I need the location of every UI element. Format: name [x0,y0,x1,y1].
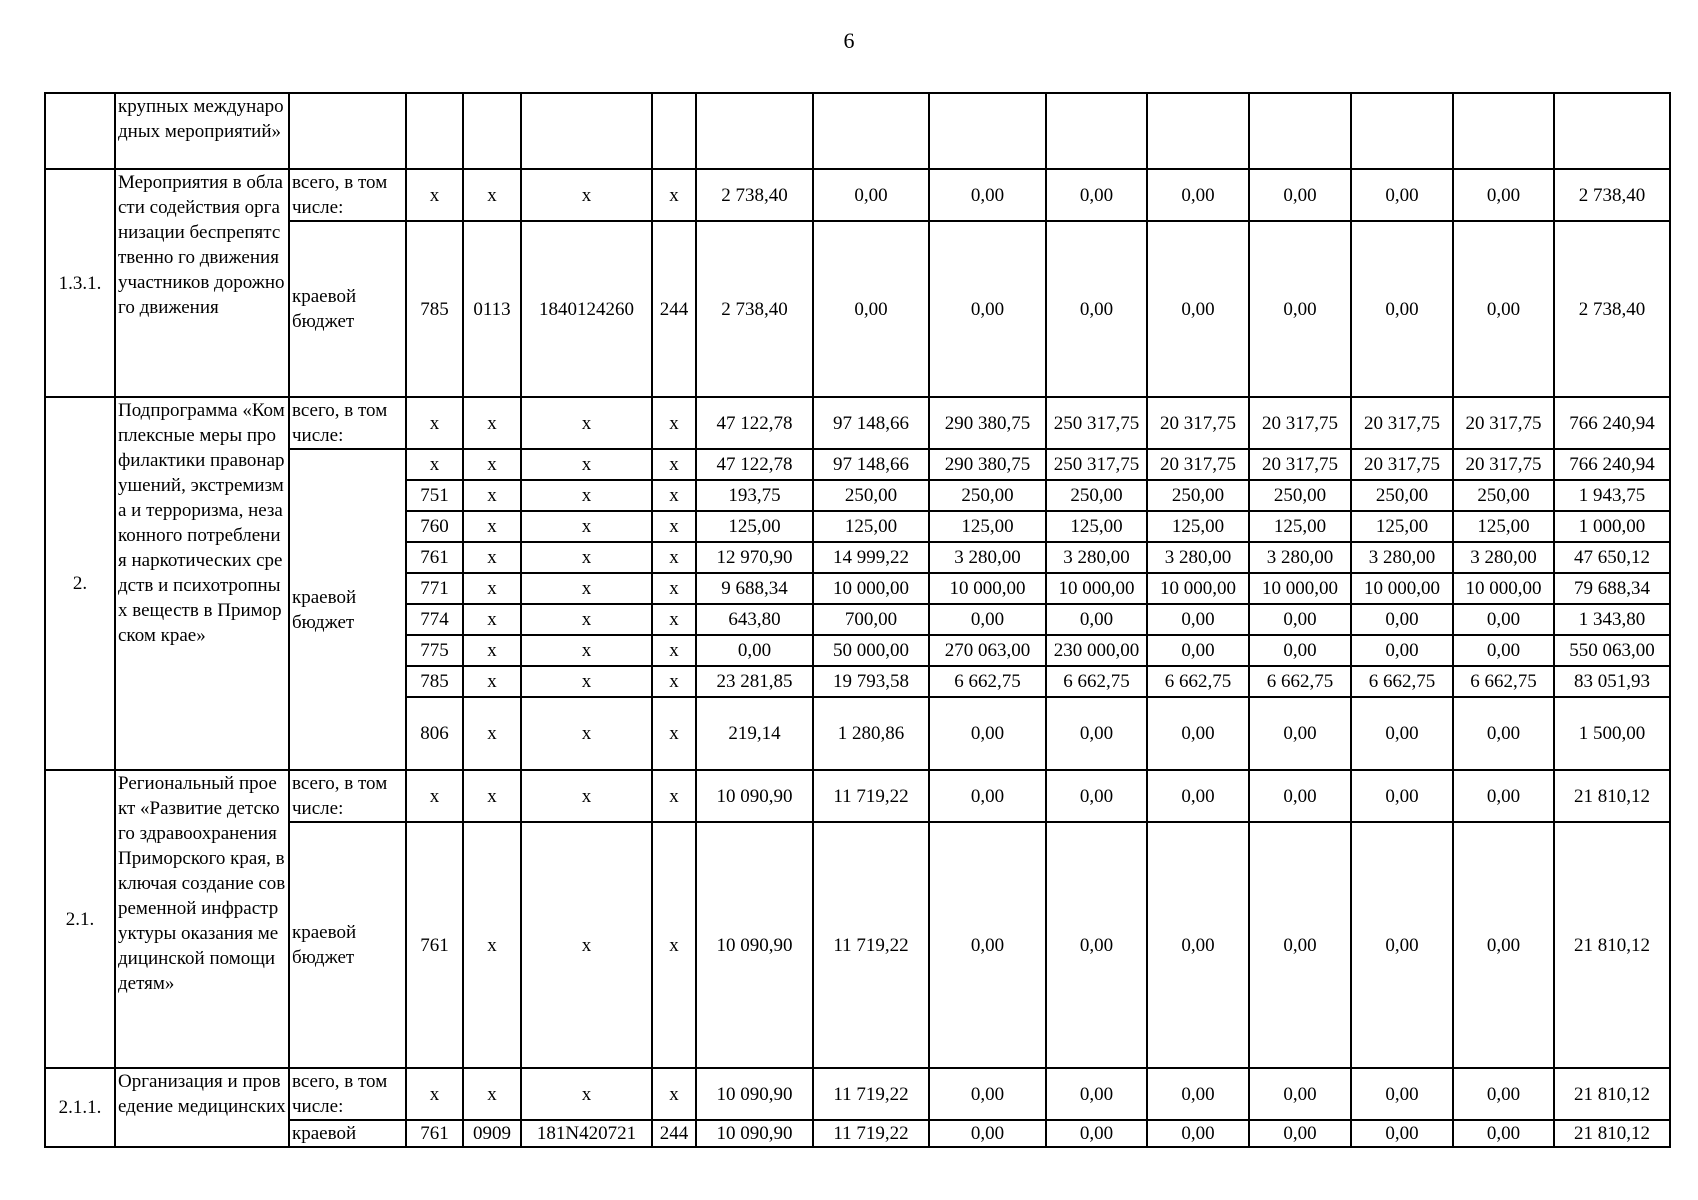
table-cell: 0,00 [929,221,1046,397]
table-cell: 10 090,90 [696,1120,813,1147]
table-row [45,449,1670,480]
table-cell: 0,00 [1249,604,1351,635]
table-cell: 50 000,00 [813,635,929,666]
table-cell: 270 063,00 [929,635,1046,666]
page-number: 6 [843,28,855,53]
table-cell: 0,00 [929,822,1046,1068]
table-cell: 0,00 [1147,1068,1249,1120]
table-cell: x [521,480,652,511]
table-cell: x [652,480,696,511]
table-cell: 0,00 [1249,169,1351,221]
table-cell: 0,00 [929,770,1046,822]
table-cell: 0,00 [1351,604,1453,635]
table-cell: 0,00 [929,169,1046,221]
table-cell: 3 280,00 [1351,542,1453,573]
table-cell: 250,00 [1046,480,1147,511]
table-cell: 0,00 [1351,770,1453,822]
table-cell: 0,00 [813,169,929,221]
table-cell: 0,00 [1351,635,1453,666]
table-cell: x [652,169,696,221]
table-cell: 0909 [463,1120,521,1147]
table-cell: 193,75 [696,480,813,511]
table-cell: 0,00 [696,635,813,666]
table-cell: x [463,604,521,635]
table-cell: 761 [406,822,463,1068]
table-cell: 125,00 [813,511,929,542]
table-cell: 20 317,75 [1351,397,1453,449]
funding-source: краевой бюджет [289,449,406,770]
table-cell: x [652,542,696,573]
table-cell: 0,00 [1249,770,1351,822]
table-cell: x [521,169,652,221]
table-cell: 0,00 [1046,1068,1147,1120]
table-cell: x [521,770,652,822]
table-cell: 1 943,75 [1554,480,1670,511]
table-cell: 97 148,66 [813,449,929,480]
table-cell: x [652,666,696,697]
table-cell: 6 662,75 [929,666,1046,697]
table-cell: 12 970,90 [696,542,813,573]
table-cell: 20 317,75 [1249,449,1351,480]
table-cell: 21 810,12 [1554,770,1670,822]
item-name: крупных международных мероприятий» [115,93,289,169]
table-cell: 0,00 [1249,697,1351,770]
table-row [45,93,1670,169]
table-cell: x [521,573,652,604]
table-cell: 766 240,94 [1554,449,1670,480]
table-cell: 21 810,12 [1554,1068,1670,1120]
table-cell: 1 000,00 [1554,511,1670,542]
table-cell: 0,00 [1147,604,1249,635]
table-cell: 0,00 [1453,697,1554,770]
table-cell: 97 148,66 [813,397,929,449]
table-cell: 0,00 [1351,822,1453,1068]
table-cell: 10 000,00 [1249,573,1351,604]
table-cell: 0,00 [1453,604,1554,635]
table-cell: x [463,770,521,822]
table-cell: 2 738,40 [696,169,813,221]
item-name: Региональный проект «Развитие детского здравоохранения Приморского края, включая создание современной инфраструктуры оказания медицинской помощи детям» [115,770,289,1068]
table-cell: 125,00 [1147,511,1249,542]
table-cell [1453,93,1554,169]
table-cell: 550 063,00 [1554,635,1670,666]
table-cell: x [463,480,521,511]
table-cell: x [652,604,696,635]
table-row [45,221,1670,397]
table-cell: 83 051,93 [1554,666,1670,697]
table-cell: 3 280,00 [1249,542,1351,573]
table-cell: 125,00 [929,511,1046,542]
table-cell: 761 [406,542,463,573]
table-cell: 0,00 [1249,822,1351,1068]
table-cell: 250,00 [813,480,929,511]
table-cell: x [406,770,463,822]
table-cell: x [652,697,696,770]
table-cell: 10 090,90 [696,822,813,1068]
table-cell: 1 280,86 [813,697,929,770]
table-cell: x [463,573,521,604]
table-cell: 47 122,78 [696,449,813,480]
table-cell [1351,93,1453,169]
table-cell: 0,00 [1453,1120,1554,1147]
table-cell: 0,00 [929,1120,1046,1147]
table-cell: 0,00 [929,697,1046,770]
table-cell: x [521,604,652,635]
table-cell: 0,00 [1147,770,1249,822]
table-cell [463,93,521,169]
table-cell: 20 317,75 [1147,449,1249,480]
table-cell: 250,00 [1249,480,1351,511]
table-cell [521,93,652,169]
table-cell: 0,00 [1147,221,1249,397]
table-cell: 10 000,00 [813,573,929,604]
table-cell: 2 738,40 [696,221,813,397]
table-cell: 643,80 [696,604,813,635]
funding-source: краевой [289,1120,406,1147]
table-row [45,397,1670,449]
table-cell: 125,00 [696,511,813,542]
table-cell: 0,00 [1249,1120,1351,1147]
table-row [45,1068,1670,1120]
table-cell: x [652,822,696,1068]
table-cell: 3 280,00 [1046,542,1147,573]
table-cell: 0,00 [1046,604,1147,635]
table-cell: 10 000,00 [929,573,1046,604]
table-cell: 125,00 [1249,511,1351,542]
table-cell: 230 000,00 [1046,635,1147,666]
table-cell: x [652,511,696,542]
table-cell: x [406,449,463,480]
table-cell [406,93,463,169]
table-cell: 20 317,75 [1147,397,1249,449]
table-cell: 774 [406,604,463,635]
table-cell: 0,00 [1453,635,1554,666]
table-cell: x [521,822,652,1068]
table-cell: x [652,635,696,666]
table-cell: 10 090,90 [696,1068,813,1120]
table-cell: 0,00 [1046,770,1147,822]
table-cell [1046,93,1147,169]
table-cell: 785 [406,221,463,397]
table-cell: 181N420721 [521,1120,652,1147]
table-cell: 0,00 [1046,822,1147,1068]
table-row [45,822,1670,1068]
table-row [45,169,1670,221]
table-cell: 250,00 [929,480,1046,511]
table-cell: 0,00 [1453,169,1554,221]
table-cell: 10 000,00 [1046,573,1147,604]
table-cell: 0,00 [1249,635,1351,666]
table-cell: 290 380,75 [929,449,1046,480]
funding-source: всего, в том числе: [289,1068,406,1120]
table-cell: 0,00 [1147,697,1249,770]
table-cell: 125,00 [1046,511,1147,542]
table-cell: 11 719,22 [813,1120,929,1147]
table-cell: x [463,635,521,666]
table-cell [813,93,929,169]
table-cell: 125,00 [1453,511,1554,542]
table-cell: 11 719,22 [813,770,929,822]
table-cell: x [463,169,521,221]
table-cell: 751 [406,480,463,511]
funding-source: всего, в том числе: [289,770,406,822]
table-cell: 766 240,94 [1554,397,1670,449]
table-cell: 0,00 [1147,169,1249,221]
table-cell: 1 500,00 [1554,697,1670,770]
table-cell: 11 719,22 [813,1068,929,1120]
table-cell: x [652,770,696,822]
table-cell: 700,00 [813,604,929,635]
table-cell: x [406,1068,463,1120]
table-cell: x [652,573,696,604]
table-cell: 0,00 [1351,1120,1453,1147]
table-cell: 771 [406,573,463,604]
funding-source: краевой бюджет [289,822,406,1068]
table-row [45,770,1670,822]
table-cell: x [521,542,652,573]
row-number: 2.1. [45,770,115,1068]
table-cell: 2 738,40 [1554,169,1670,221]
table-cell: x [652,1068,696,1120]
table-cell: 0,00 [1147,1120,1249,1147]
table-cell: x [463,449,521,480]
table-cell: 20 317,75 [1351,449,1453,480]
table-cell: 6 662,75 [1453,666,1554,697]
table-row [45,1120,1670,1147]
table-cell: 79 688,34 [1554,573,1670,604]
table-cell: x [406,169,463,221]
table-cell: x [652,397,696,449]
table-cell: 250,00 [1351,480,1453,511]
table-cell: 19 793,58 [813,666,929,697]
table-cell: 0,00 [1147,635,1249,666]
table-cell: 14 999,22 [813,542,929,573]
row-number: 2.1.1. [45,1068,115,1147]
table-cell: 250,00 [1147,480,1249,511]
item-name: Мероприятия в области содействия организации беспрепятственно го движения участников дорожного движения [115,169,289,397]
table-cell: 23 281,85 [696,666,813,697]
table-cell: 11 719,22 [813,822,929,1068]
table-cell: 0,00 [1453,1068,1554,1120]
table-cell: x [406,397,463,449]
table-cell [652,93,696,169]
table-cell [929,93,1046,169]
table-cell: 0,00 [929,604,1046,635]
table-cell: 21 810,12 [1554,822,1670,1068]
table-cell: 250 317,75 [1046,449,1147,480]
table-cell [1147,93,1249,169]
table-cell: 0,00 [1249,221,1351,397]
table-cell: 760 [406,511,463,542]
table-cell: x [463,397,521,449]
table-cell: 1840124260 [521,221,652,397]
table-cell: 1 343,80 [1554,604,1670,635]
table-cell: 0,00 [929,1068,1046,1120]
table-cell: 244 [652,1120,696,1147]
table-cell: 0,00 [1351,697,1453,770]
table-cell: 6 662,75 [1147,666,1249,697]
table-cell: 250 317,75 [1046,397,1147,449]
table-cell: 6 662,75 [1351,666,1453,697]
table-cell: x [463,511,521,542]
table-cell: 0,00 [813,221,929,397]
funding-source: краевой бюджет [289,221,406,397]
table-cell: 290 380,75 [929,397,1046,449]
table-cell: 0,00 [1453,221,1554,397]
table-cell: 0,00 [1351,169,1453,221]
table-cell: 3 280,00 [1453,542,1554,573]
budget-table [44,92,1671,1148]
table-cell: 785 [406,666,463,697]
table-cell: 20 317,75 [1453,449,1554,480]
table-cell: 244 [652,221,696,397]
table-cell: 0,00 [1351,221,1453,397]
table-cell: 219,14 [696,697,813,770]
table-cell: x [463,697,521,770]
table-cell: 3 280,00 [929,542,1046,573]
table-cell [1554,93,1670,169]
table-cell [696,93,813,169]
table-cell: x [521,635,652,666]
table-cell: 0,00 [1453,822,1554,1068]
table-cell: 0,00 [1351,1068,1453,1120]
table-cell: 20 317,75 [1249,397,1351,449]
table-cell: x [521,449,652,480]
table-cell: 0,00 [1046,169,1147,221]
table-cell: x [521,1068,652,1120]
table-cell: 10 090,90 [696,770,813,822]
table-cell: x [521,397,652,449]
table-cell: 0,00 [1453,770,1554,822]
item-name: Подпрограмма «Комплексные меры профилактики правонарушений, экстремизма и терроризма, незаконного потребления наркотических средств и психотропных веществ в Приморском крае» [115,397,289,770]
table-cell: x [463,542,521,573]
table-cell [1249,93,1351,169]
table-cell: 775 [406,635,463,666]
table-cell: x [521,697,652,770]
table-cell: x [463,1068,521,1120]
table-cell: x [463,666,521,697]
table-cell: 9 688,34 [696,573,813,604]
table-cell: 761 [406,1120,463,1147]
table-cell: 3 280,00 [1147,542,1249,573]
table-cell: 0,00 [1046,697,1147,770]
funding-source [289,93,406,169]
item-name: Организация и проведение медицинских [115,1068,289,1147]
row-number: 1.3.1. [45,169,115,397]
table-cell: 806 [406,697,463,770]
table-cell: x [521,666,652,697]
table-cell: 10 000,00 [1351,573,1453,604]
table-cell: 0,00 [1147,822,1249,1068]
table-cell: 10 000,00 [1453,573,1554,604]
funding-source: всего, в том числе: [289,397,406,449]
table-cell: 20 317,75 [1453,397,1554,449]
row-number: 2. [45,397,115,770]
table-cell: 0,00 [1249,1068,1351,1120]
table-cell: 6 662,75 [1046,666,1147,697]
table-cell: 125,00 [1351,511,1453,542]
table-cell: 0,00 [1046,1120,1147,1147]
table-cell: 2 738,40 [1554,221,1670,397]
table-cell: x [521,511,652,542]
table-cell: 0,00 [1046,221,1147,397]
table-cell: 47 650,12 [1554,542,1670,573]
table-cell: x [652,449,696,480]
funding-source: всего, в том числе: [289,169,406,221]
table-cell: 0113 [463,221,521,397]
table-cell: 250,00 [1453,480,1554,511]
table-cell: x [463,822,521,1068]
table-cell: 21 810,12 [1554,1120,1670,1147]
row-number [45,93,115,169]
table-cell: 6 662,75 [1249,666,1351,697]
table-cell: 47 122,78 [696,397,813,449]
table-cell: 10 000,00 [1147,573,1249,604]
